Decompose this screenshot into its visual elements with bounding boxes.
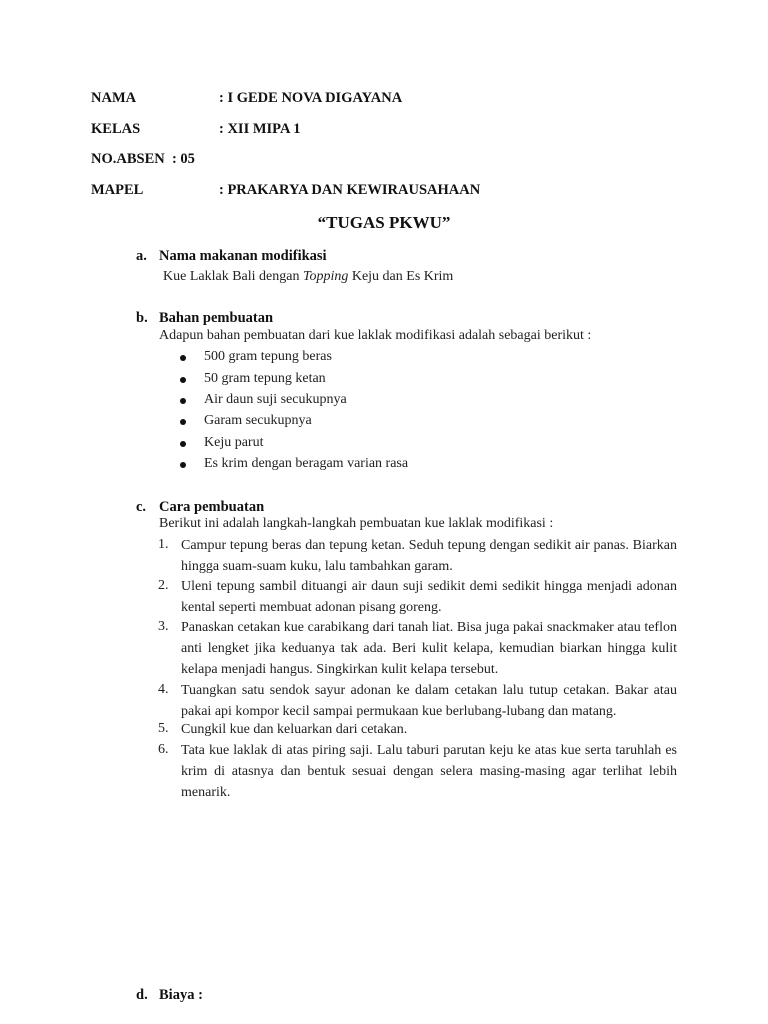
step-number: 2. [158, 578, 169, 593]
step-text: Tata kue laklak di atas piring saji. Lalu taburi parutan keju ke atas kue serta taruhlah es krim di atasnya dan bentuk sesuai dengan selera masing-masing agar terlihat lebih menarik. [181, 743, 677, 800]
nama-row [91, 89, 403, 107]
kelas-row [91, 120, 301, 138]
section-a-text-pre: Kue Laklak Bali dengan [163, 269, 303, 284]
ingredient-item: Garam secukupnya [204, 413, 312, 428]
bullet-icon [180, 419, 186, 425]
ingredient-item: 500 gram tepung beras [204, 349, 332, 364]
nama-label: NAMA [91, 90, 137, 106]
step-text: Campur tepung beras dan tepung ketan. Seduh tepung dengan sedikit air panas. Biarkan hingga suam-suam kuku, lalu tambahkan garam. [181, 538, 677, 574]
section-c-title: Cara pembuatan [159, 499, 265, 515]
bullet-icon [180, 441, 186, 447]
section-c-label: c. [136, 499, 147, 515]
step-text: Tuangkan satu sendok sayur adonan ke dalam cetakan lalu tutup cetakan. Bakar atau pakai api kompor kecil sampai permukaan kue berlubang-lubang dan matang. [181, 683, 677, 719]
section-a-text-post: Keju dan Es Krim [348, 269, 454, 284]
nama-value: : I GEDE NOVA DIGAYANA [219, 90, 403, 106]
section-d-title: Biaya : [159, 987, 203, 1003]
section-c-intro: Berikut ini adalah langkah-langkah pembuatan kue laklak modifikasi : [159, 516, 554, 531]
step-text: Panaskan cetakan kue carabikang dari tanah liat. Bisa juga pakai snackmaker atau teflon anti lengket jika keduanya tak ada. Beri kulit kelapa, kemudian biarkan hingga kulit kelapa menjadi hangus. Singkirkan kulit kelapa tersebut. [181, 620, 677, 677]
step-number: 5. [158, 721, 169, 736]
step-number: 3. [158, 619, 169, 634]
section-b-label: b. [136, 310, 148, 326]
mapel-label: MAPEL [91, 182, 144, 198]
document-title: “TUGAS PKWU” [317, 213, 451, 232]
ingredient-item: Es krim dengan beragam varian rasa [204, 456, 409, 471]
step-text: Uleni tepung sambil dituangi air daun suji sedikit demi sedikit hingga menjadi adonan kental seperti membuat adonan pisang goreng. [181, 579, 677, 615]
ingredient-item: Air daun suji secukupnya [204, 392, 347, 407]
bullet-icon [180, 398, 186, 404]
section-a-label: a. [136, 248, 147, 264]
kelas-value: : XII MIPA 1 [219, 121, 301, 137]
ingredient-item: 50 gram tepung ketan [204, 371, 326, 386]
step-number: 1. [158, 537, 169, 552]
section-b-title: Bahan pembuatan [159, 310, 274, 326]
step-number: 4. [158, 682, 169, 697]
mapel-row [91, 181, 481, 199]
section-a-title: Nama makanan modifikasi [159, 248, 327, 264]
step-text: Cungkil kue dan keluarkan dari cetakan. [181, 722, 408, 737]
step-number: 6. [158, 742, 169, 757]
bullet-icon [180, 355, 186, 361]
bullet-icon [180, 377, 186, 383]
ingredient-item: Keju parut [204, 435, 264, 450]
section-b-intro: Adapun bahan pembuatan dari kue laklak modifikasi adalah sebagai berikut : [159, 328, 592, 343]
bullet-icon [180, 462, 186, 468]
absen-row: NO.ABSEN : 05 [91, 151, 195, 167]
section-a-text [163, 269, 453, 285]
section-d-label: d. [136, 987, 148, 1003]
kelas-label: KELAS [91, 121, 141, 137]
section-a-text-italic: Topping [302, 269, 349, 284]
mapel-value: : PRAKARYA DAN KEWIRAUSAHAAN [219, 182, 481, 198]
